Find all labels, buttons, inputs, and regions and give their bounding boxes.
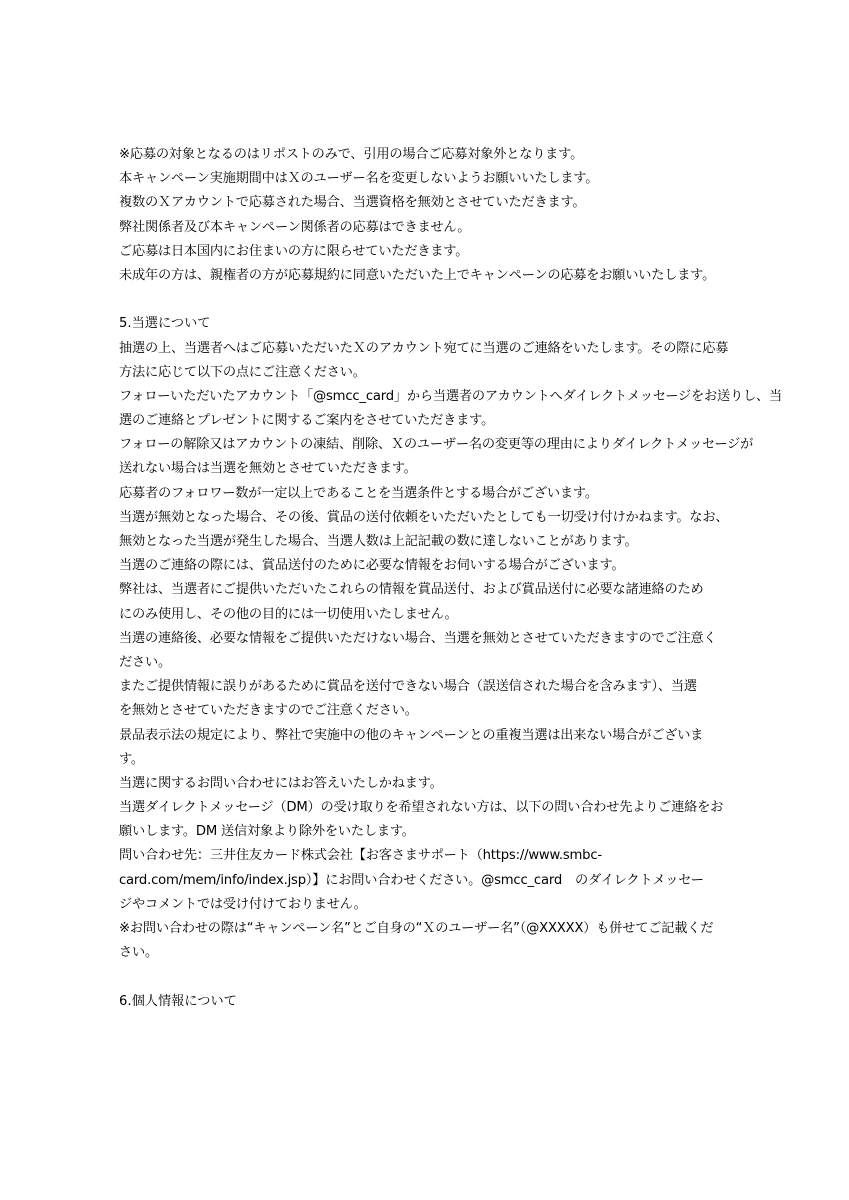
- intro-line: 複数のＸアカウントで応募された場合、当選資格を無効とさせていただきます。: [119, 195, 586, 211]
- body-line: にのみ使用し、その他の目的には一切使用いたしません。: [119, 606, 458, 622]
- intro-line: 弊社関係者及び本キャンペーン関係者の応募はできません。: [119, 219, 471, 235]
- section-winning: [119, 312, 782, 965]
- body-line: す。: [119, 751, 144, 767]
- body-line: 応募者のフォロワー数が一定以上であることを当選条件とする場合がございます。: [119, 485, 598, 501]
- body-line: 当選に関するお問い合わせにはお答えいたしかねます。: [119, 775, 443, 791]
- body-line: 景品表示法の規定により、弊社で実施中の他のキャンペーンとの重複当選は出来ない場合がございま: [119, 727, 704, 743]
- document-page: [119, 143, 782, 1014]
- body-line: 当選のご連絡の際には、賞品送付のために必要な情報をお伺いする場合がございます。: [119, 558, 625, 574]
- body-line: を無効とさせていただきますのでご注意ください。: [119, 703, 418, 719]
- body-line: 方法に応じて以下の点にご注意ください。: [119, 364, 366, 380]
- intro-line: ※応募の対象となるのはリポストのみで、引用の場合ご応募対象外となります。: [119, 147, 584, 162]
- body-line: 抽選の上、当選者へはご応募いただいたＸのアカウント宛てに当選のご連絡をいたします。その際に応募: [119, 340, 729, 356]
- body-line: ジやコメントでは受け付けておりません。: [119, 896, 367, 912]
- intro-line: 未成年の方は、親権者の方が応募規約に同意いただいた上でキャンペーンの応募をお願いいたします。: [119, 267, 716, 283]
- body-line: card.com/mem/info/index.jsp）】にお問い合わせください。@smcc_card のダイレクトメッセー: [119, 872, 704, 888]
- body-line: またご提供情報に誤りがあるために賞品を送付できない場合（誤送信された場合を含みます）、当選: [119, 679, 697, 695]
- body-line: 願いします。DM 送信対象より除外をいたします。: [119, 824, 415, 840]
- body-line: 弊社は、当選者にご提供いただいたこれらの情報を賞品送付、および賞品送付に必要な諸連絡のため: [119, 582, 704, 598]
- body-line: 当選の連絡後、必要な情報をご提供いただけない場合、当選を無効とさせていただきますのでご注意く: [119, 630, 717, 646]
- intro-notes: [119, 143, 737, 288]
- body-line: フォローいただいたアカウント「@smcc_card」から当選者のアカウントへダイレクトメッセージをお送りし、当: [119, 388, 782, 404]
- intro-line: ご応募は日本国内にお住まいの方に限らせていただきます。: [119, 243, 469, 259]
- body-line: 無効となった当選が発生した場合、当選人数は上記記載の数に達しないことがあります。: [119, 534, 638, 549]
- section-personal-info: [119, 990, 737, 1014]
- body-line: さい。: [119, 945, 158, 961]
- body-line: ださい。: [119, 654, 171, 670]
- section-heading: 6.個人情報について: [119, 993, 237, 1009]
- body-line: 当選ダイレクトメッセージ（DM）の受け取りを希望されない方は、以下の問い合わせ先よりご連絡をお: [119, 800, 724, 816]
- body-line: フォローの解除又はアカウントの凍結、削除、Ｘのユーザー名の変更等の理由によりダイレクトメッセージが: [119, 437, 754, 453]
- body-line: 送れない場合は当選を無効とさせていただきます。: [119, 461, 417, 477]
- body-line: 問い合わせ先：三井住友カード株式会社【お客さまサポート（https://www.smbc-: [119, 848, 602, 864]
- body-line: ※お問い合わせの際は“キャンペーン名”とご自身の“Ｘのユーザー名”（@XXXXX）も併せてご記載くだ: [119, 921, 714, 936]
- body-line: 選のご連絡とプレゼントに関するご案内をさせていただきます。: [119, 413, 495, 429]
- intro-line: 本キャンペーン実施期間中はＸのユーザー名を変更しないようお願いいたします。: [119, 171, 599, 187]
- paragraph-gap: [119, 288, 737, 312]
- body-line: 当選が無効となった場合、その後、賞品の送付依頼をいただいたとしても一切受け付けかねます。なお、: [119, 509, 729, 525]
- paragraph-gap: [119, 965, 737, 989]
- section-heading: 5.当選について: [119, 316, 211, 332]
